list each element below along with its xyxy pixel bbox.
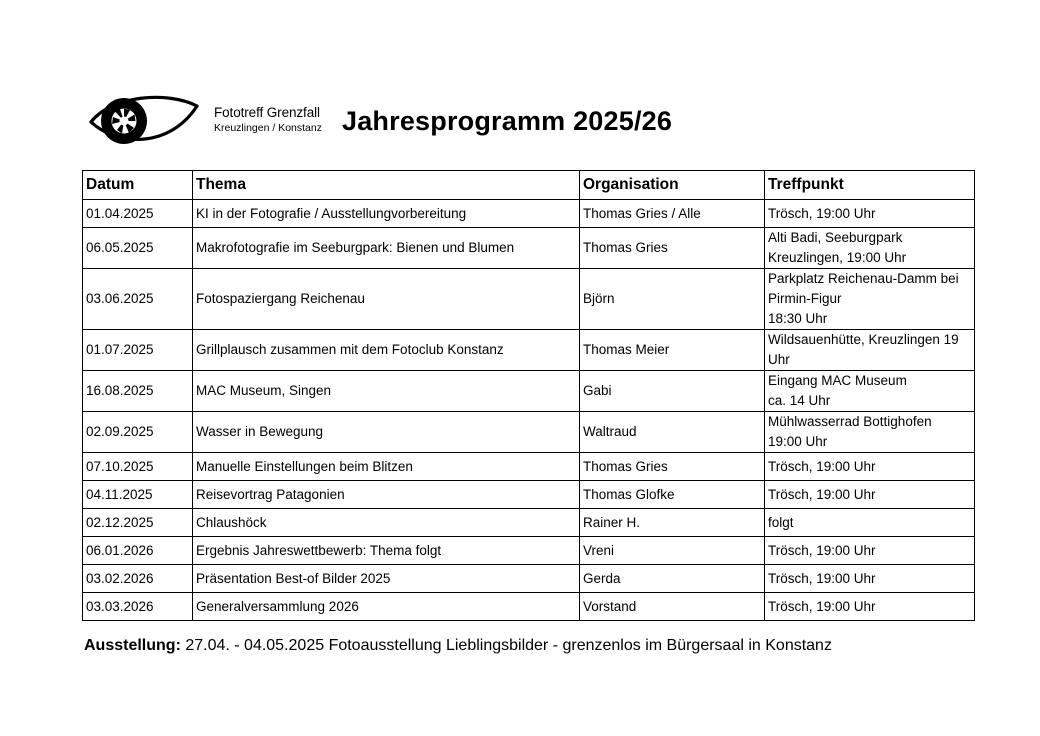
cell-treffpunkt: Trösch, 19:00 Uhr [765,453,975,481]
cell-organisation: Vorstand [580,593,765,621]
cell-datum: 03.06.2025 [83,269,193,330]
cell-datum: 04.11.2025 [83,481,193,509]
page-title: Jahresprogramm 2025/26 [342,106,673,136]
table-row [83,200,975,228]
cell-datum: 07.10.2025 [83,453,193,481]
table-row [83,593,975,621]
cell-organisation: Thomas Gries / Alle [580,200,765,228]
column-header-datum: Datum [83,171,193,200]
cell-organisation: Björn [580,269,765,330]
cell-thema: Chlaushöck [193,509,580,537]
cell-thema: KI in der Fotografie / Ausstellungvorbereitung [193,200,580,228]
eye-aperture-icon [88,92,200,148]
cell-datum: 03.02.2026 [83,565,193,593]
cell-organisation: Rainer H. [580,509,765,537]
table-row [83,565,975,593]
table-row [83,269,975,330]
table-row [83,537,975,565]
brand [214,106,322,133]
cell-organisation: Gabi [580,371,765,412]
cell-datum: 06.05.2025 [83,228,193,269]
cell-treffpunkt: Alti Badi, Seeburgpark Kreuzlingen, 19:00 Uhr [765,228,975,269]
cell-organisation: Thomas Gries [580,228,765,269]
table-row [83,330,975,371]
table-row [83,371,975,412]
cell-treffpunkt: folgt [765,509,975,537]
exhibition-label: Ausstellung: [84,637,181,654]
cell-treffpunkt: Trösch, 19:00 Uhr [765,565,975,593]
cell-thema: Fotospaziergang Reichenau [193,269,580,330]
cell-datum: 01.04.2025 [83,200,193,228]
brand-subtitle: Kreuzlingen / Konstanz [214,121,322,134]
cell-treffpunkt: Trösch, 19:00 Uhr [765,593,975,621]
brand-name: Fototreff Grenzfall [214,105,320,120]
cell-treffpunkt: Wildsauenhütte, Kreuzlingen 19 Uhr [765,330,975,371]
cell-datum: 01.07.2025 [83,330,193,371]
cell-treffpunkt: Trösch, 19:00 Uhr [765,200,975,228]
cell-thema: Ergebnis Jahreswettbewerb: Thema folgt [193,537,580,565]
cell-thema: Makrofotografie im Seeburgpark: Bienen und Blumen [193,228,580,269]
column-header-thema: Thema [193,171,580,200]
table-row [83,412,975,453]
column-header-organisation: Organisation [580,171,765,200]
cell-thema: Reisevortrag Patagonien [193,481,580,509]
cell-organisation: Thomas Glofke [580,481,765,509]
cell-datum: 02.12.2025 [83,509,193,537]
cell-thema: Generalversammlung 2026 [193,593,580,621]
cell-treffpunkt: Parkplatz Reichenau-Damm bei Pirmin-Figur 18:30 Uhr [765,269,975,330]
cell-thema: Wasser in Bewegung [193,412,580,453]
cell-organisation: Gerda [580,565,765,593]
cell-treffpunkt: Mühlwasserrad Bottighofen 19:00 Uhr [765,412,975,453]
column-header-treffpunkt: Treffpunkt [765,171,975,200]
table-row [83,509,975,537]
cell-datum: 06.01.2026 [83,537,193,565]
cell-organisation: Thomas Meier [580,330,765,371]
cell-organisation: Thomas Gries [580,453,765,481]
cell-treffpunkt: Trösch, 19:00 Uhr [765,481,975,509]
cell-datum: 16.08.2025 [83,371,193,412]
header [88,92,988,150]
cell-thema: Manuelle Einstellungen beim Blitzen [193,453,580,481]
table-row [83,228,975,269]
cell-datum: 02.09.2025 [83,412,193,453]
exhibition-note [84,637,832,655]
program-table [82,170,975,621]
cell-thema: Präsentation Best-of Bilder 2025 [193,565,580,593]
table-row [83,481,975,509]
cell-thema: MAC Museum, Singen [193,371,580,412]
cell-datum: 03.03.2026 [83,593,193,621]
cell-treffpunkt: Trösch, 19:00 Uhr [765,537,975,565]
cell-treffpunkt: Eingang MAC Museum ca. 14 Uhr [765,371,975,412]
cell-organisation: Vreni [580,537,765,565]
table-row [83,453,975,481]
cell-thema: Grillplausch zusammen mit dem Fotoclub Konstanz [193,330,580,371]
exhibition-text: 27.04. - 04.05.2025 Fotoausstellung Lieblingsbilder - grenzenlos im Bürgersaal in Konstanz [180,637,832,654]
table-header-row [83,171,975,200]
cell-organisation: Waltraud [580,412,765,453]
